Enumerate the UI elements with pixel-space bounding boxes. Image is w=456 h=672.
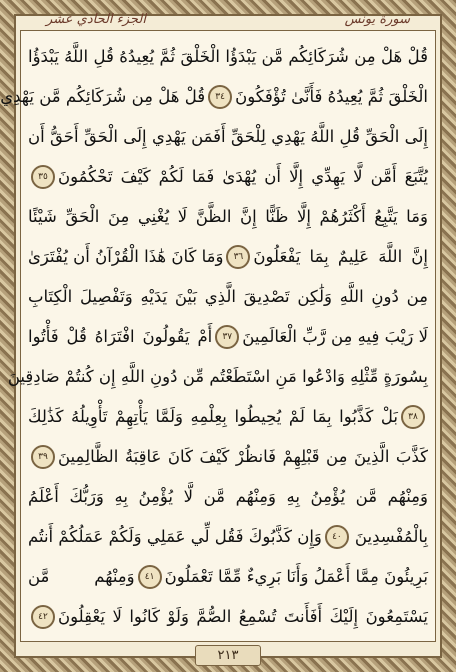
verse-line [28, 120, 428, 154]
verse-text: قُلْ هَلْ مِن شُرَكَائِكُم مَّن يَهْدِي [0, 86, 206, 106]
verse-line [28, 40, 428, 74]
ayah-number-marker: ٣٧ [215, 325, 239, 349]
page-header [20, 8, 436, 30]
verse-line [28, 480, 428, 514]
verse-line [28, 200, 428, 234]
ayah-number-marker: ٣٩ [31, 445, 55, 469]
verse-line [28, 440, 428, 474]
verse-text: يُتَّبَعَ أَمَّن لَّا يَهِدِّي إِلَّا أَن يُهْدَىٰ فَمَا لَكُمْ كَيْفَ تَحْكُمُونَ [58, 166, 428, 186]
ayah-number-marker: ٤٢ [31, 605, 55, 629]
verse-line [28, 160, 428, 194]
verse-line [0, 80, 428, 114]
verse-line [28, 560, 428, 594]
surah-name: سورة يونس [344, 11, 410, 27]
verse-text: كَذَّبَ الَّذِينَ مِن قَبْلِهِمْ فَانظُرْ كَيْفَ كَانَ عَاقِبَةُ الظَّالِمِينَ [58, 446, 428, 466]
ayah-number-marker: ٤١ [138, 565, 162, 589]
verse-line [7, 360, 428, 394]
verse-line [28, 520, 428, 554]
verse-text: قُلْ هَلْ مِن شُرَكَائِكُم مَّن يَبْدَؤُا الْخَلْقَ ثُمَّ يُعِيدُهُ قُلِ اللَّهُ يَبْدَؤُا [28, 46, 428, 66]
verse-text: مِن دُونِ اللَّهِ وَلَٰكِن تَصْدِيقَ الَّذِي بَيْنَ يَدَيْهِ وَتَفْصِيلَ الْكِتَابِ [28, 286, 428, 306]
verse-text: بِالْمُفْسِدِينَ [354, 526, 428, 546]
page-footer [0, 644, 456, 666]
verse-text-area [0, 40, 428, 634]
verse-text: الْخَلْقَ ثُمَّ يُعِيدُهُ فَأَنَّىٰ تُؤْفَكُونَ [235, 86, 428, 106]
ayah-number-marker: ٣٨ [401, 405, 425, 429]
juz-name: الجزء الحادي عشر [46, 11, 146, 27]
verse-text: إِلَى الْحَقِّ قُلِ اللَّهُ يَهْدِي لِلْحَقِّ أَفَمَن يَهْدِي إِلَى الْحَقِّ أَحَقُّ أَن [28, 126, 428, 146]
verse-text: بَلْ كَذَّبُوا بِمَا لَمْ يُحِيطُوا بِعِلْمِهِ وَلَمَّا يَأْتِهِمْ تَأْوِيلُهُ كَذَٰلِكَ [28, 406, 398, 426]
verse-line [28, 600, 428, 634]
page-number: ٢١٣ [195, 645, 261, 666]
verse-text: إِنَّ اللَّهَ عَلِيمٌ بِمَا يَفْعَلُونَ [253, 246, 428, 266]
ayah-number-marker: ٣٥ [31, 165, 55, 189]
verse-text: وَمِنْهُم مَّن [28, 566, 135, 586]
verse-line [28, 400, 428, 434]
verse-text: بَرِيئُونَ مِمَّا أَعْمَلُ وَأَنَا بَرِيءٌ مِّمَّا تَعْمَلُونَ [164, 566, 428, 586]
verse-text: وَمَا كَانَ هَٰذَا الْقُرْآنُ أَن يُفْتَرَىٰ [28, 246, 224, 266]
verse-text: يَسْتَمِعُونَ إِلَيْكَ أَفَأَنتَ تُسْمِعُ الصُّمَّ وَلَوْ كَانُوا لَا يَعْقِلُونَ [58, 606, 428, 626]
verse-line [28, 320, 428, 354]
verse-text: وَمَا يَتَّبِعُ أَكْثَرُهُمْ إِلَّا ظَنًّا إِنَّ الظَّنَّ لَا يُغْنِي مِنَ الْحَقِّ شَيْئًا [28, 206, 428, 226]
verse-text: لَا رَيْبَ فِيهِ مِن رَّبِّ الْعَالَمِينَ [242, 326, 428, 346]
verse-line [28, 280, 428, 314]
verse-text: وَإِن كَذَّبُوكَ فَقُل لِّي عَمَلِي وَلَكُمْ عَمَلُكُمْ أَنتُم [28, 526, 322, 546]
verse-text: بِسُورَةٍ مِّثْلِهِ وَادْعُوا مَنِ اسْتَطَعْتُم مِّن دُونِ اللَّهِ إِن كُنتُمْ صَادِقِينَ [7, 366, 428, 386]
ayah-number-marker: ٣٦ [226, 245, 250, 269]
verse-text: أَمْ يَقُولُونَ افْتَرَاهُ قُلْ فَأْتُوا [28, 326, 213, 346]
verse-text: وَمِنْهُم مَّن يُؤْمِنُ بِهِ وَمِنْهُم مَّن لَّا يُؤْمِنُ بِهِ وَرَبُّكَ أَعْلَمُ [28, 486, 428, 506]
ayah-number-marker: ٣٤ [208, 85, 232, 109]
ayah-number-marker: ٤٠ [325, 525, 349, 549]
verse-line [28, 240, 428, 274]
